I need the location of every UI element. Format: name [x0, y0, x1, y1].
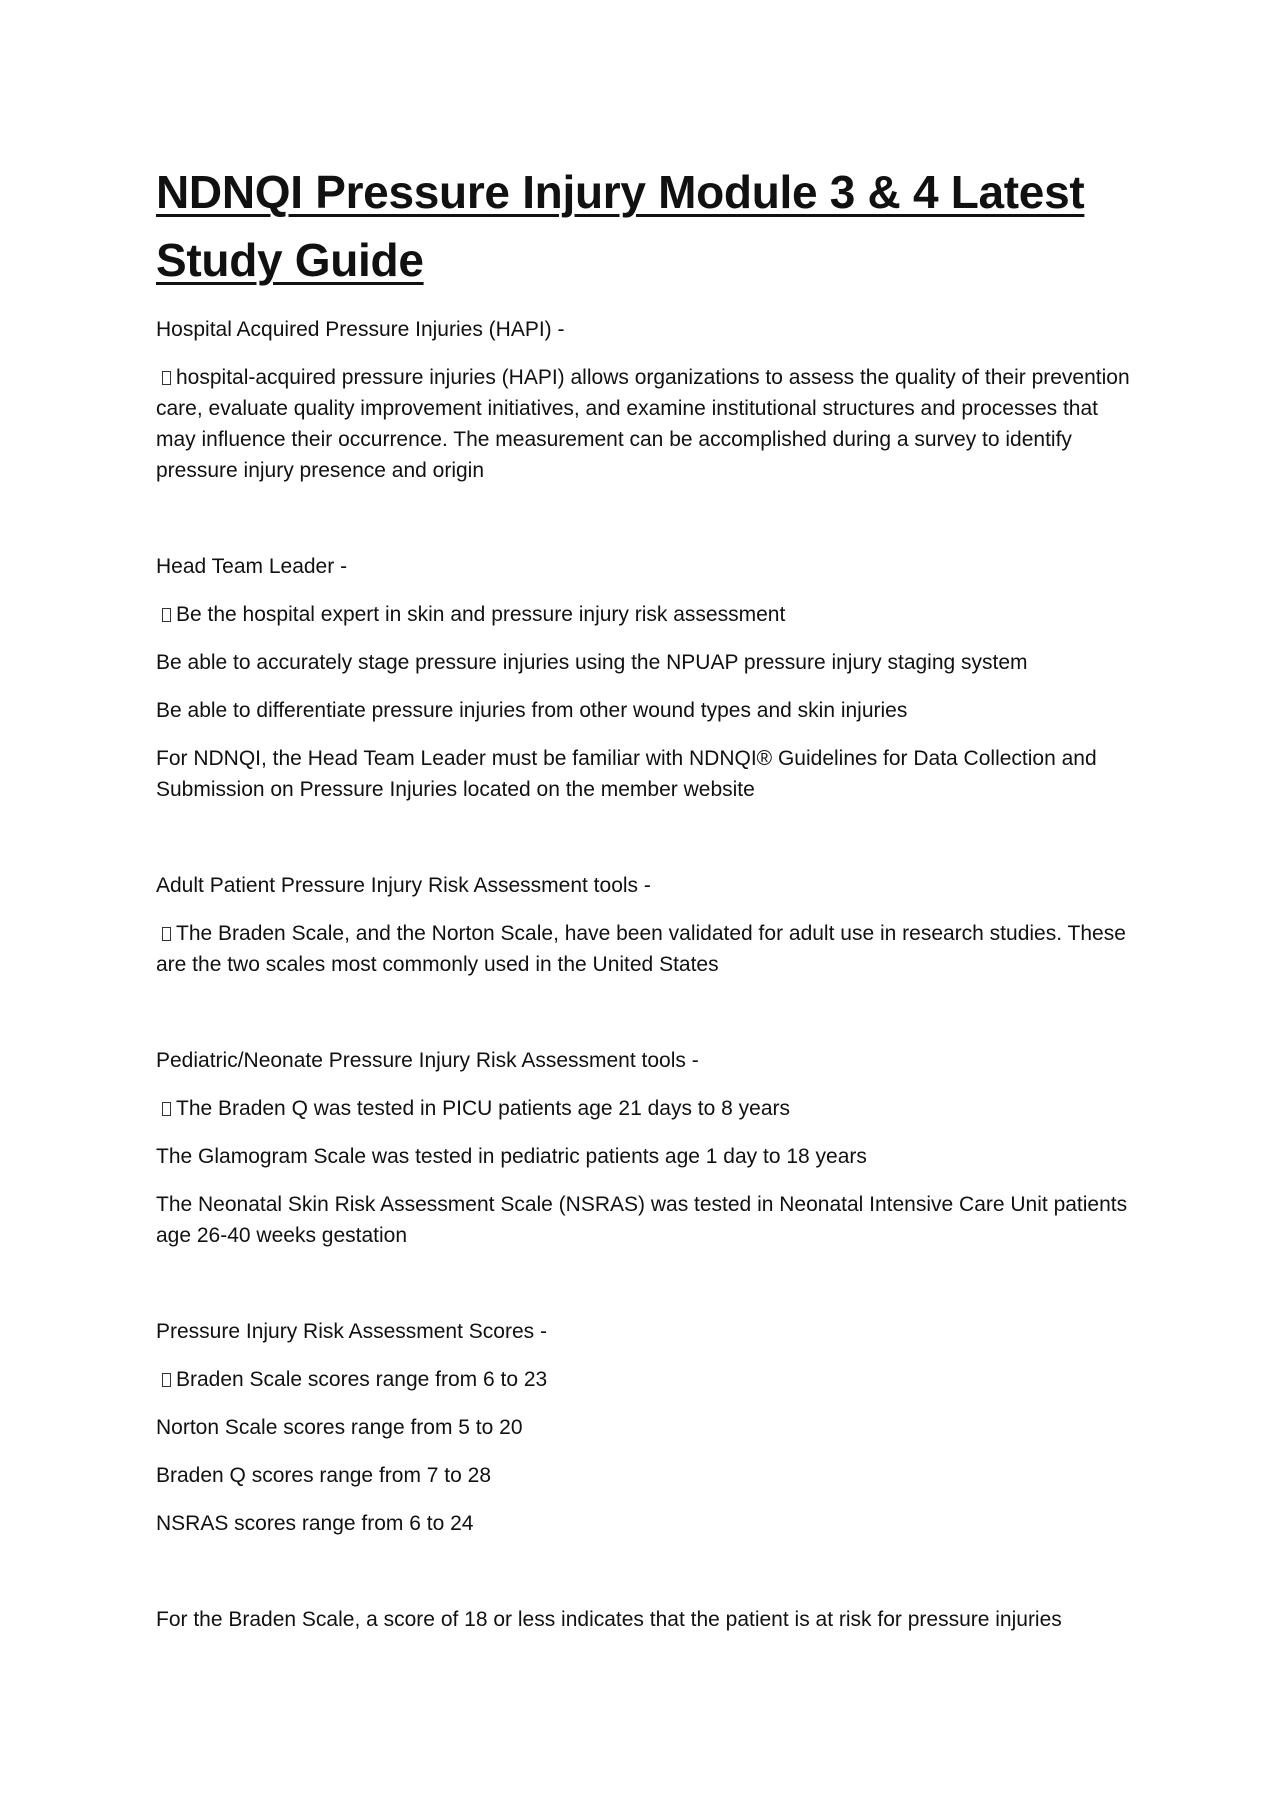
paragraph: Norton Scale scores range from 5 to 20	[156, 1416, 523, 1439]
paragraph: Braden Q scores range from 7 to 28	[156, 1464, 492, 1487]
document-title: NDNQI Pressure Injury Module 3 & 4 Latest Study Guide	[156, 166, 1085, 286]
section-head-team-leader	[156, 551, 1136, 805]
section-heading: Head Team Leader -	[156, 555, 348, 578]
missing-glyph-icon	[162, 927, 171, 941]
section-adult-risk-tools	[156, 870, 1136, 980]
paragraph: The Glamogram Scale was tested in pediatric patients age 1 day to 18 years	[156, 1145, 867, 1168]
paragraph: Braden Scale scores range from 6 to 23	[156, 1364, 1136, 1395]
paragraph: The Braden Scale, and the Norton Scale, have been validated for adult use in research studies. These are the two scales most commonly used in the United States	[156, 922, 1126, 976]
section-heading: Pediatric/Neonate Pressure Injury Risk Assessment tools -	[156, 1049, 699, 1072]
missing-glyph-icon	[162, 1373, 171, 1387]
paragraph: Be the hospital expert in skin and pressure injury risk assessment	[156, 599, 1136, 630]
section-risk-scores	[156, 1316, 1136, 1539]
section-heading: Pressure Injury Risk Assessment Scores -	[156, 1320, 547, 1343]
paragraph: The Neonatal Skin Risk Assessment Scale (NSRAS) was tested in Neonatal Intensive Care Unit patients age 26-40 weeks gestation	[156, 1193, 1128, 1247]
closing-line: For the Braden Scale, a score of 18 or less indicates that the patient is at risk for pressure injuries	[156, 1608, 1062, 1631]
missing-glyph-icon	[162, 608, 171, 622]
paragraph: For NDNQI, the Head Team Leader must be familiar with NDNQI® Guidelines for Data Collection and Submission on Pressure Injuries located on the member website	[156, 747, 1097, 801]
missing-glyph-icon	[162, 1102, 171, 1116]
section-pediatric-risk-tools	[156, 1045, 1136, 1251]
paragraph: Be able to differentiate pressure injuries from other wound types and skin injuries	[156, 699, 908, 722]
paragraph: The Braden Q was tested in PICU patients age 21 days to 8 years	[156, 1093, 1136, 1124]
document-body	[156, 158, 1136, 1652]
paragraph: NSRAS scores range from 6 to 24	[156, 1512, 474, 1535]
section-heading: Hospital Acquired Pressure Injuries (HAPI) -	[156, 318, 565, 341]
paragraph: Be able to accurately stage pressure injuries using the NPUAP pressure injury staging system	[156, 651, 1028, 674]
section-hapi	[156, 314, 1136, 486]
paragraph: hospital-acquired pressure injuries (HAPI) allows organizations to assess the quality of their prevention care, evaluate quality improvement initiatives, and examine institutional structures and processes that may influence their occurrence. The measurement can be accomplished during a survey to identify pressure injury presence and origin	[156, 366, 1130, 482]
section-heading: Adult Patient Pressure Injury Risk Assessment tools -	[156, 874, 651, 897]
missing-glyph-icon	[162, 371, 171, 385]
